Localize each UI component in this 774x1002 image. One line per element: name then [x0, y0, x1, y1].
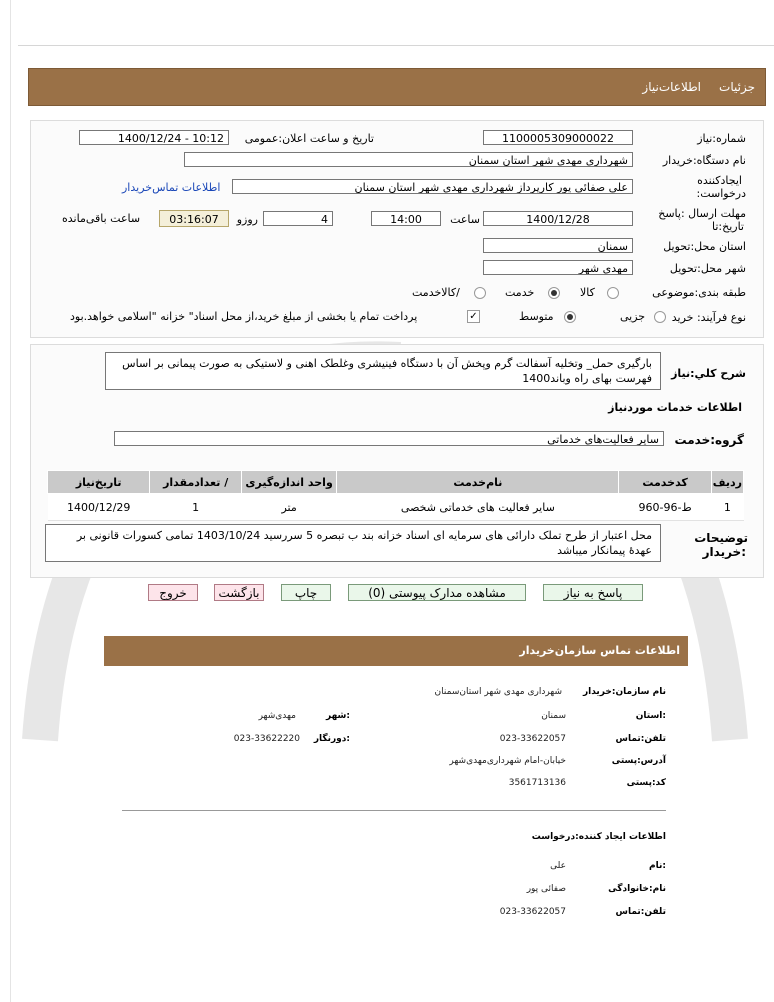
- creator-name-value: علی: [550, 861, 566, 871]
- col-service-code: کدخدمت: [619, 471, 711, 494]
- contact-divider: [122, 810, 666, 811]
- contact-province-label: :استان: [635, 711, 666, 721]
- creator-label-line2: درخواست:: [696, 187, 746, 200]
- creator-family-label: نام:خانوادگی: [608, 884, 666, 894]
- reply-button[interactable]: پاسخ به نیاز: [543, 584, 643, 601]
- col-service-name: نام‌خدمت: [337, 471, 619, 494]
- contact-phone-value: 023-33622057: [499, 734, 566, 744]
- table-header-row: [48, 471, 744, 494]
- col-unit: واحد اندازه‌گیری: [241, 471, 336, 494]
- need-number-field: 1100005309000022: [483, 130, 633, 145]
- remaining-time-field: 03:16:07: [159, 210, 229, 227]
- announce-date-field: 1400/12/24 - 10:12: [79, 130, 229, 145]
- deadline-date-field: 1400/12/28: [483, 211, 633, 226]
- contact-city-value: مهدی‌شهر: [258, 711, 296, 721]
- contact-fax-value: 023-33622220: [233, 734, 300, 744]
- page-header-bar: [28, 68, 766, 106]
- delivery-province-label: استان محل:تحویل: [663, 240, 746, 253]
- buyer-org-field: شهرداری مهدی شهر استان سمنان: [184, 152, 633, 167]
- need-number-label: شماره:نیاز: [697, 132, 746, 145]
- buyer-notes-label-line1: توضیحات: [694, 531, 748, 545]
- time-label: ساعت: [450, 213, 480, 226]
- contact-org-value: شهرداری مهدی شهر استان‌سمنان: [434, 687, 562, 697]
- buyer-org-label: نام دستگاه:خریدار: [662, 154, 746, 167]
- col-need-date: تاریخ‌نیاز: [48, 471, 150, 494]
- cell-unit: متر: [241, 494, 336, 521]
- cell-row-number: 1: [711, 494, 743, 521]
- category-goods-service-label: /کالاخدمت: [412, 286, 460, 299]
- creator-phone-label: تلفن:تماس: [615, 907, 666, 917]
- treasury-payment-label: پرداخت تمام یا بخشی از مبلغ خرید،از محل اسناد" خزانه "اسلامی خواهد.بود: [70, 310, 418, 323]
- col-row-number: ردیف: [711, 471, 743, 494]
- attachments-button[interactable]: مشاهده مدارک پیوستی (0): [348, 584, 526, 601]
- buyer-contact-title: اطلاعات تماس سازمان‌خریدار: [519, 644, 680, 657]
- deadline-label-line1: مهلت ارسال :پاسخ: [658, 207, 746, 220]
- buyer-notes-label-line2: :خریدار: [702, 545, 746, 559]
- category-goods-label: کالا: [580, 286, 595, 299]
- process-medium-label: متوسط: [519, 310, 554, 323]
- buyer-contact-link[interactable]: اطلاعات تماس‌خریدار: [122, 181, 221, 194]
- process-partial-label: جزیی: [620, 310, 646, 323]
- remaining-time-label: ساعت باقی‌مانده: [62, 212, 141, 225]
- cell-need-date: 1400/12/29: [48, 494, 150, 521]
- treasury-payment-checkbox[interactable]: ✓: [467, 310, 480, 323]
- contact-address-label: آدرس:پستی: [611, 756, 666, 766]
- contact-postal-value: 3561713136: [508, 778, 566, 788]
- table-row: [48, 494, 744, 521]
- col-quantity: / تعدادمقدار: [150, 471, 241, 494]
- description-label: شرح کلي:نیاز: [671, 367, 746, 380]
- service-group-field: سایر فعالیت‌های خدماتی: [114, 431, 664, 446]
- delivery-city-label: شهر محل:تحویل: [669, 262, 746, 275]
- contact-province-value: سمنان: [541, 711, 566, 721]
- contact-city-label: :شهر: [326, 711, 350, 721]
- services-title: اطلاعات خدمات موردنیاز: [608, 401, 742, 414]
- creator-field: علی صفائی پور کارپرداز شهرداری مهدی شهر استان سمنان: [232, 179, 633, 194]
- process-type-label: نوع فرآیند: خرید: [671, 311, 746, 324]
- creator-name-label: :نام: [649, 861, 666, 871]
- deadline-time-field: 14:00: [371, 211, 441, 226]
- days-label: روزو: [236, 213, 258, 226]
- category-label: طبقه بندی:موضوعی: [652, 286, 746, 299]
- delivery-province-field: سمنان: [483, 238, 633, 253]
- print-button[interactable]: چاپ: [281, 584, 331, 601]
- category-goods-service-radio[interactable]: [474, 287, 486, 299]
- contact-org-label: نام سازمان:خریدار: [582, 687, 666, 697]
- category-goods-radio[interactable]: [607, 287, 619, 299]
- back-button[interactable]: بازگشت: [214, 584, 264, 601]
- cell-service-code: ط-96-960: [619, 494, 711, 521]
- services-table: [47, 470, 744, 521]
- exit-button[interactable]: خروج: [148, 584, 198, 601]
- description-text-box: بارگیری حمل_ وتخلیه آسفالت گرم وپخش آن با دستگاه فینیشری وغلطک اهنی و لاستیکی به صورت پیمانی بر اساس فهرست بهای راه وباند1400: [105, 352, 661, 390]
- tab-details[interactable]: جزئیات: [719, 80, 755, 94]
- deadline-label-line2: تاریخ:تا: [711, 220, 744, 233]
- creator-phone-value: 023-33622057: [499, 907, 566, 917]
- category-service-radio[interactable]: [548, 287, 560, 299]
- creator-info-title: اطلاعات ایجاد کننده:درخواست: [531, 832, 666, 842]
- process-partial-radio[interactable]: [654, 311, 666, 323]
- delivery-city-field: مهدی شهر: [483, 260, 633, 275]
- contact-fax-label: :دورنگار: [313, 734, 350, 744]
- tab-need-info[interactable]: اطلاعات‌نیاز: [642, 80, 701, 94]
- announce-label: تاریخ و ساعت اعلان:عمومی: [244, 132, 374, 145]
- days-field: 4: [263, 211, 333, 226]
- process-medium-radio[interactable]: [564, 311, 576, 323]
- buyer-notes-text-box: محل اعتبار از طرح تملک دارائی های سرمایه ای اسناد خزانه بند ب تبصره 5 سررسید 1403/10/24 تمامی کسورات قانونی بر عهدهٔ پیمانکار میباشد: [45, 524, 661, 562]
- contact-phone-label: تلفن:تماس: [615, 734, 666, 744]
- category-service-label: خدمت: [505, 286, 535, 299]
- page-top-divider: [18, 45, 774, 46]
- creator-label-line1: ایجادکننده: [697, 174, 742, 187]
- contact-address-value: خیابان-امام شهرداری‌مهدی‌شهر: [449, 756, 566, 766]
- contact-postal-label: کد:پستی: [626, 778, 666, 788]
- cell-quantity: 1: [150, 494, 241, 521]
- cell-service-name: سایر فعالیت های خدماتی شخصی: [337, 494, 619, 521]
- service-group-label: گروه:خدمت: [674, 433, 744, 447]
- buyer-contact-header: [104, 636, 688, 666]
- creator-family-value: صفائی پور: [526, 884, 566, 894]
